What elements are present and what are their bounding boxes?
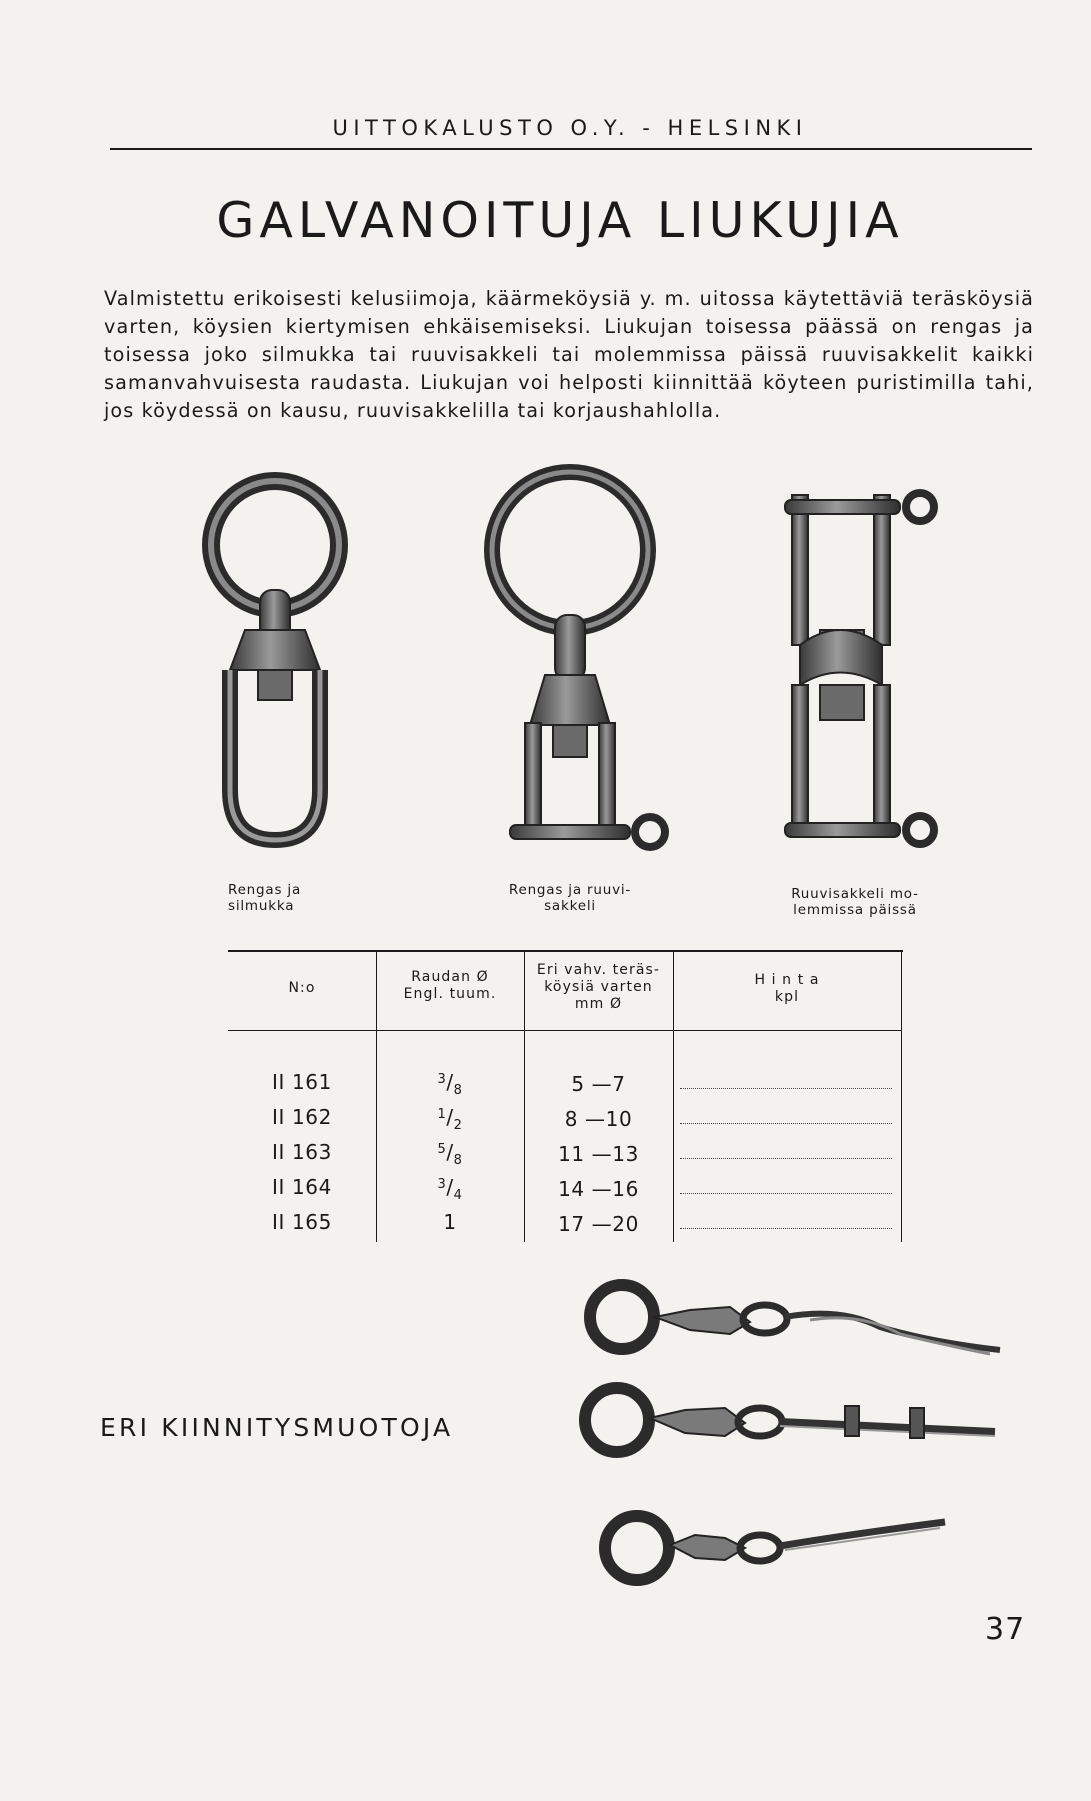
header-rule <box>110 148 1032 150</box>
table-header-rule <box>228 1030 901 1031</box>
header-line: köysiä varten <box>544 979 653 995</box>
header-price <box>673 972 901 1006</box>
cell-no: II 161 <box>272 1070 332 1094</box>
price-blank <box>680 1228 892 1229</box>
price-table <box>228 950 903 1242</box>
fraction-denominator: 2 <box>453 1118 463 1133</box>
price-blank <box>680 1158 892 1159</box>
figure-caption-double-shackle <box>770 886 940 918</box>
cell-rod-size: $^1/_2$ <box>437 1105 463 1133</box>
cell-no: II 163 <box>272 1140 332 1164</box>
caption-line: Rengas ja ruuvi- <box>508 882 632 898</box>
caption-line: lemmissa päissä <box>793 902 917 918</box>
fraction-denominator: 8 <box>453 1083 463 1098</box>
header-line: Engl. tuum. <box>403 986 497 1002</box>
cell-rod-size: $^5/_8$ <box>437 1140 463 1168</box>
cell-rope-range: 8 —10 <box>564 1107 633 1131</box>
swivel-with-rope-clamps-icon <box>575 1378 1005 1478</box>
fraction-numerator: 3 <box>437 1177 447 1192</box>
fraction-numerator: 1 <box>437 1107 447 1122</box>
table-row <box>228 1070 903 1106</box>
whole-number: 1 <box>443 1210 457 1234</box>
header-no: N:o <box>288 980 316 996</box>
table-row <box>228 1210 903 1242</box>
cell-rope-range: 5 —7 <box>571 1072 626 1096</box>
page-number: 37 <box>985 1612 1026 1647</box>
fraction-denominator: 8 <box>453 1153 463 1168</box>
header-line: H i n t a <box>754 972 820 988</box>
swivel-ring-loop-icon <box>190 470 365 870</box>
fraction-numerator: 5 <box>437 1142 447 1157</box>
cell-rod-size: $^3/_4$ <box>437 1175 463 1203</box>
header-rope-size <box>524 962 673 1013</box>
table-top-rule <box>228 950 903 952</box>
attachment-methods-label: ERI KIINNITYSMUOTOJA <box>100 1413 454 1442</box>
caption-line: Rengas ja <box>228 882 302 898</box>
fraction-numerator: 3 <box>437 1072 447 1087</box>
cell-no: II 164 <box>272 1175 332 1199</box>
header-rod-diameter <box>376 969 524 1003</box>
table-row <box>228 1175 903 1211</box>
table-row <box>228 1105 903 1141</box>
caption-line: Ruuvisakkeli mo- <box>791 886 919 902</box>
cell-rod-size <box>376 1210 524 1234</box>
cell-rod-size: $^3/_8$ <box>437 1070 463 1098</box>
price-blank <box>680 1123 892 1124</box>
price-blank <box>680 1088 892 1089</box>
cell-rope-range: 11 —13 <box>558 1142 639 1166</box>
cell-rope-range: 17 —20 <box>558 1212 639 1236</box>
header-line: Raudan Ø <box>411 969 489 985</box>
figure-caption-ring-loop <box>228 882 378 914</box>
publisher-header: UITTOKALUSTO O.Y. - HELSINKI <box>332 116 808 140</box>
swivel-double-shackle-icon <box>780 485 940 865</box>
header-line: Eri vahv. teräs- <box>536 962 661 978</box>
caption-line: silmukka <box>228 898 295 914</box>
table-row <box>228 1140 903 1176</box>
swivel-on-spliced-rope-icon <box>580 1272 1010 1382</box>
cell-rope-range: 14 —16 <box>558 1177 639 1201</box>
intro-paragraph: Valmistettu erikoisesti kelusiimoja, käärmeköysiä y. m. uitossa käytettäviä teräsköysiä varten, köysien kiertymisen ehkäisemiseksi. Liukujan toisessa päässä on rengas ja toisessa joko silmukka tai ruuvisakkeli tai molemmissa päissä ruuvisakkelit kaikki samanvahvuisesta raudasta. Liukujan voi helposti kiinnittää köyteen puristimilla tahi, jos köydessä on kausu, ruuvisakkelilla tai korjaushahlolla. <box>104 287 1034 422</box>
swivel-ring-shackle-icon <box>470 465 685 870</box>
caption-line: sakkeli <box>544 898 596 914</box>
header-line: kpl <box>774 989 800 1005</box>
cell-no: II 162 <box>272 1105 332 1129</box>
figure-caption-ring-shackle <box>490 882 650 914</box>
cell-no: II 165 <box>272 1210 332 1234</box>
price-blank <box>680 1193 892 1194</box>
swivel-with-thimble-splice-icon <box>595 1500 955 1600</box>
header-line: mm Ø <box>574 996 623 1012</box>
fraction-denominator: 4 <box>453 1188 463 1203</box>
page-title: GALVANOITUJA LIUKUJIA <box>216 192 904 249</box>
